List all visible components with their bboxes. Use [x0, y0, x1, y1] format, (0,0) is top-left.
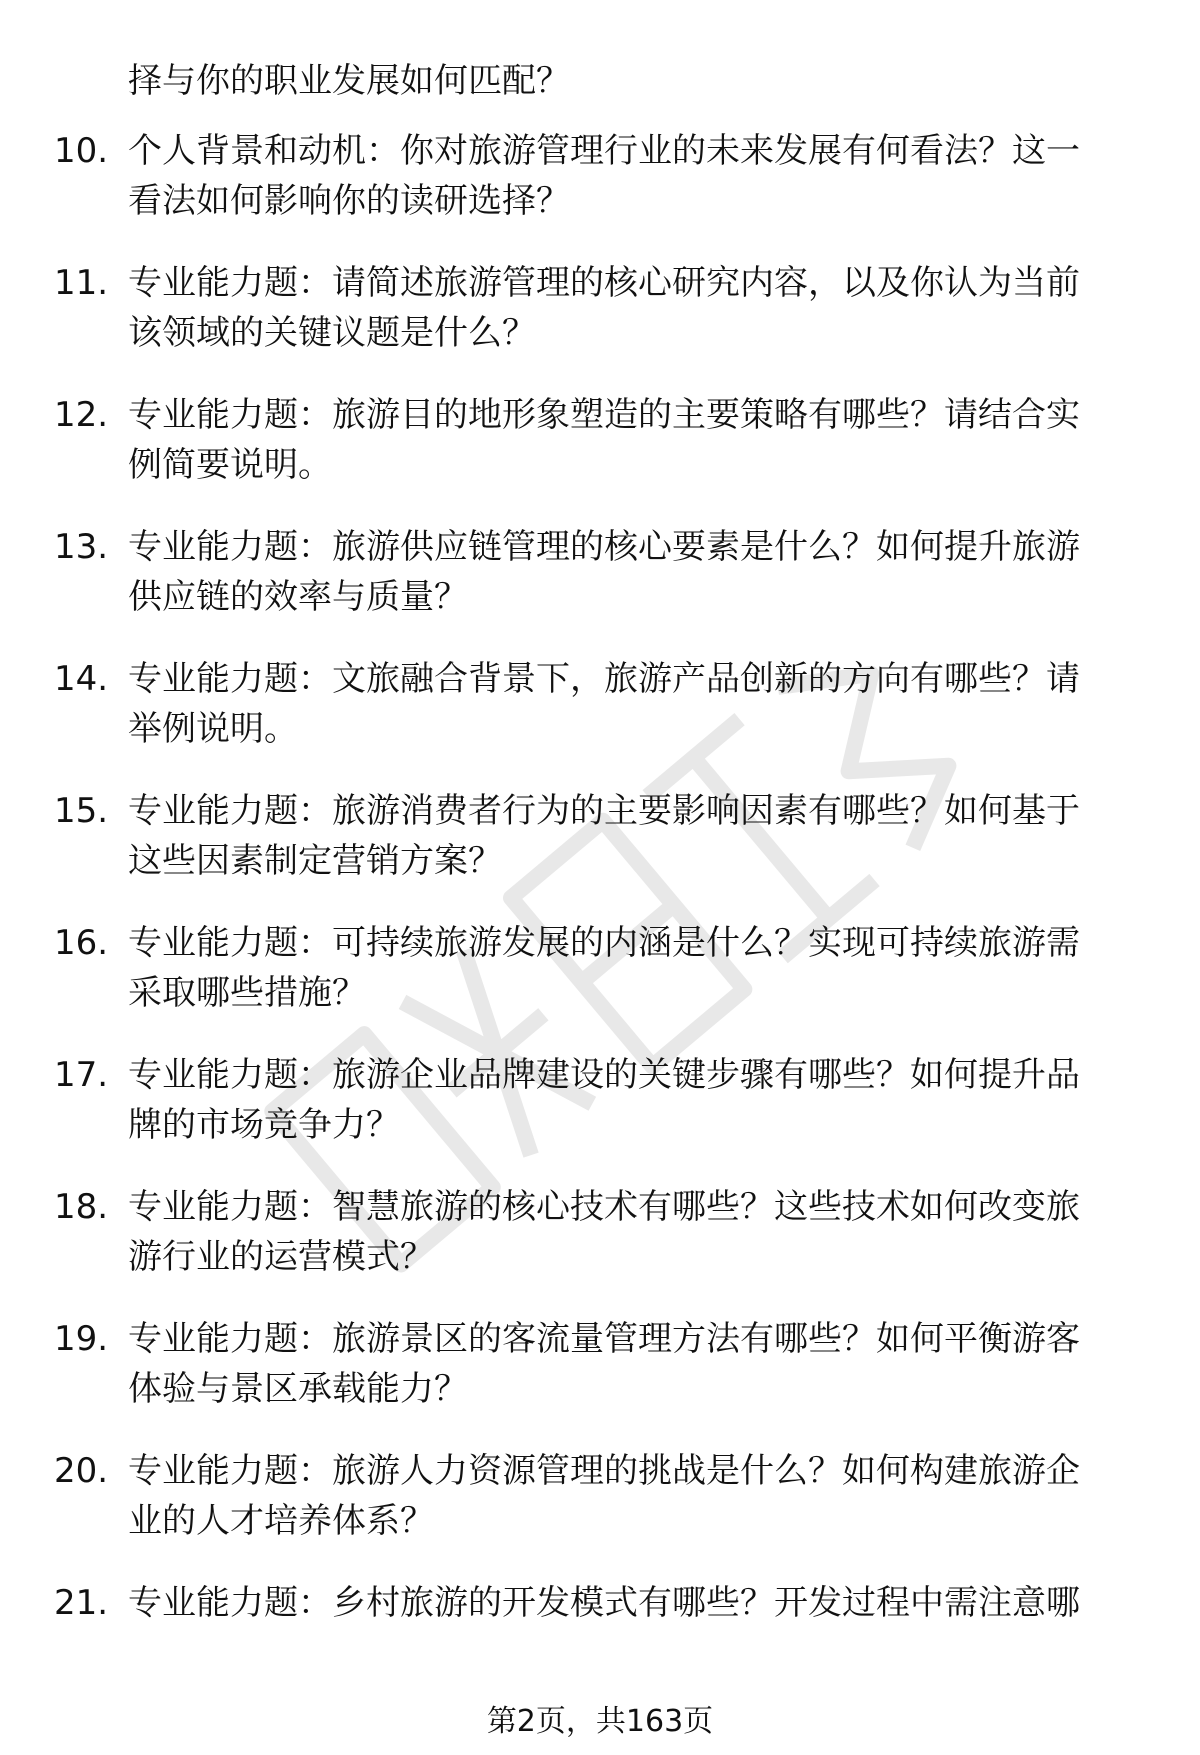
- item-text-line: 这些因素制定营销方案？: [128, 841, 502, 881]
- item-text-line: 专业能力题：旅游人力资源管理的挑战是什么？如何构建旅游企: [128, 1451, 1080, 1491]
- item-number: 19.: [54, 1319, 109, 1359]
- item-text-line: 牌的市场竞争力？: [128, 1105, 400, 1145]
- item-number: 20.: [54, 1451, 109, 1491]
- item-text: [128, 1448, 1138, 1544]
- item-number: 16.: [54, 923, 109, 963]
- list-item: [0, 392, 1200, 524]
- item-text-line: 专业能力题：旅游景区的客流量管理方法有哪些？如何平衡游客: [128, 1319, 1080, 1359]
- item-text-line: 看法如何影响你的读研选择？: [128, 181, 570, 221]
- item-text: [128, 920, 1138, 1016]
- question-list: [0, 128, 1200, 1712]
- list-item: [0, 260, 1200, 392]
- item-text-line: 例简要说明。: [128, 445, 332, 485]
- item-number: 18.: [54, 1187, 109, 1227]
- list-item: [0, 128, 1200, 260]
- item-text-line: 专业能力题：旅游消费者行为的主要影响因素有哪些？如何基于: [128, 791, 1080, 831]
- list-item: [0, 656, 1200, 788]
- list-item: [0, 920, 1200, 1052]
- item-text-line: 个人背景和动机：你对旅游管理行业的未来发展有何看法？这一: [128, 131, 1080, 171]
- item-text-line: 采取哪些措施？: [128, 973, 366, 1013]
- item-text: [128, 656, 1138, 752]
- item-text: [128, 260, 1138, 356]
- item-text: [128, 1184, 1138, 1280]
- item-text: [128, 392, 1138, 488]
- item-text-line: 专业能力题：可持续旅游发展的内涵是什么？实现可持续旅游需: [128, 923, 1080, 963]
- item-text-line: 专业能力题：智慧旅游的核心技术有哪些？这些技术如何改变旅: [128, 1187, 1080, 1227]
- list-item: [0, 788, 1200, 920]
- item-text-line: 体验与景区承载能力？: [128, 1369, 468, 1409]
- item-text: [128, 1580, 1138, 1626]
- item-text: [128, 524, 1138, 620]
- item-text-line: 业的人才培养体系？: [128, 1501, 434, 1541]
- item-text-line: 专业能力题：乡村旅游的开发模式有哪些？开发过程中需注意哪: [128, 1583, 1080, 1623]
- item-number: 21.: [54, 1583, 109, 1623]
- list-item: [0, 1052, 1200, 1184]
- list-item: [0, 524, 1200, 656]
- item-number: 17.: [54, 1055, 109, 1095]
- item-number: 14.: [54, 659, 109, 699]
- list-item: [0, 1316, 1200, 1448]
- item-text: [128, 1052, 1138, 1148]
- item-text-line: 专业能力题：旅游目的地形象塑造的主要策略有哪些？请结合实: [128, 395, 1080, 435]
- item-number: 11.: [54, 263, 109, 303]
- list-item: [0, 1184, 1200, 1316]
- item-text-line: 举例说明。: [128, 709, 298, 749]
- item-text: [128, 788, 1138, 884]
- item-number: 13.: [54, 527, 109, 567]
- item-text-line: 该领域的关键议题是什么？: [128, 313, 536, 353]
- item-text: [128, 128, 1138, 224]
- list-item: [0, 1448, 1200, 1580]
- item-text-line: 专业能力题：文旅融合背景下，旅游产品创新的方向有哪些？请: [128, 659, 1080, 699]
- item-text: [128, 1316, 1138, 1412]
- page-footer: 第2页，共163页: [486, 1704, 714, 1739]
- continuation-line: 择与你的职业发展如何匹配？: [128, 61, 570, 101]
- item-text-line: 专业能力题：旅游供应链管理的核心要素是什么？如何提升旅游: [128, 527, 1080, 567]
- item-text-line: 专业能力题：旅游企业品牌建设的关键步骤有哪些？如何提升品: [128, 1055, 1080, 1095]
- item-text-line: 游行业的运营模式？: [128, 1237, 434, 1277]
- list-item: [0, 1580, 1200, 1712]
- item-text-line: 专业能力题：请简述旅游管理的核心研究内容，以及你认为当前: [128, 263, 1080, 303]
- item-number: 10.: [54, 131, 109, 171]
- item-number: 12.: [54, 395, 109, 435]
- item-text-line: 供应链的效率与质量？: [128, 577, 468, 617]
- item-number: 15.: [54, 791, 109, 831]
